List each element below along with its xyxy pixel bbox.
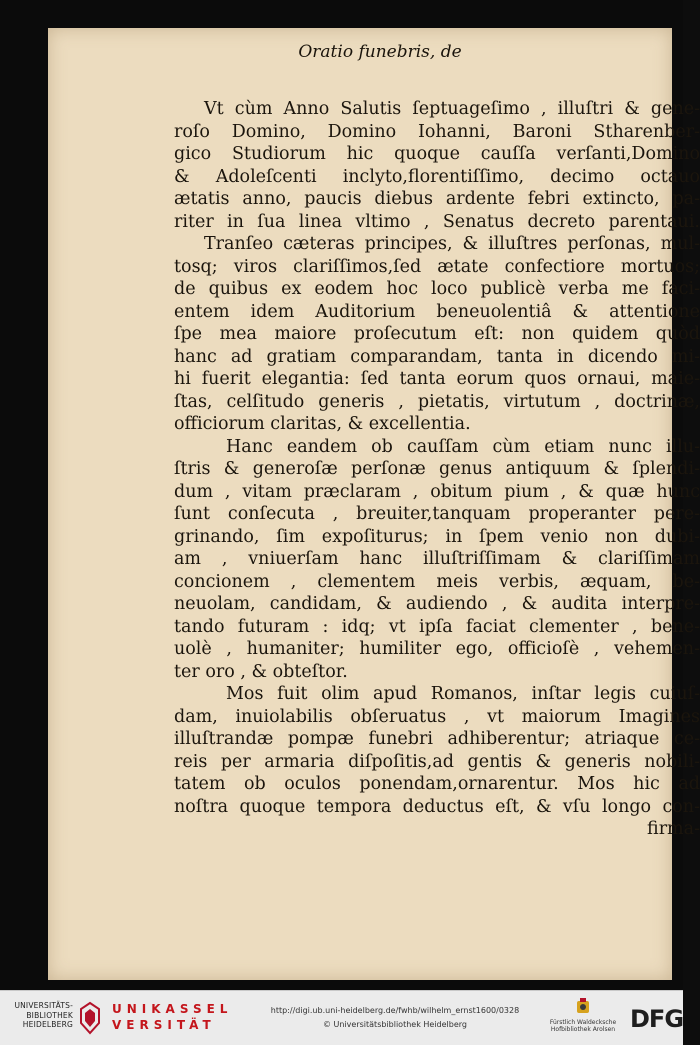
text-line: ſtas, celſitudo generis , pietatis, virtutum , doctrinæ,: [174, 391, 700, 412]
text-line: ter oro , & obteſtor.: [174, 661, 348, 682]
text-line: de quibus ex eodem hoc loco publicè verba me faci-: [174, 279, 700, 299]
unikassel-line-2: VERSITÄT: [112, 1018, 216, 1032]
text-line: roſo Domino, Domino Iohanni, Baroni Stharenber-: [174, 121, 700, 142]
text-line: Vt cùm Anno Salutis ſeptuageſimo , illuſtri & gene-: [204, 99, 700, 119]
text-line: dam, inuiolabilis obſeruatus , vt maiorum Imagines: [174, 706, 700, 727]
text-line: hanc ad gratiam comparandam, tanta in dicendo mi-: [174, 346, 700, 367]
footer-bar: [0, 990, 683, 1045]
text-line: am , vniuerſam hanc illuſtriſſimam & clariſſimam: [174, 549, 700, 569]
text-line: illuſtrandæ pompæ funebri adhiberentur; atriaque ce-: [174, 729, 700, 749]
text-line: uolè , humaniter; humiliter ego, officioſè , vehemen-: [174, 639, 700, 659]
text-line: grinando, ſim expoſiturus; in ſpem venio non dubi-: [174, 526, 700, 547]
unikassel-logo[interactable]: [112, 1001, 242, 1033]
text-line: Mos fuit olim apud Romanos, inſtar legis cuiuſ-: [226, 684, 700, 704]
permalink-url[interactable]: http://digi.ub.uni-heidelberg.de/fwhb/wilhelm_ernst1600/0328: [270, 1006, 520, 1015]
ub-heidelberg-logo[interactable]: [5, 1001, 105, 1037]
text-line: tosq; viros clariſſimos,ſed ætate confectiore mortuos;: [174, 256, 700, 277]
text-line: tando futuram : idq; vt ipſa faciat clementer , bene-: [174, 616, 700, 637]
ub-logo-line-1: UNIVERSITÄTS-: [14, 1001, 73, 1010]
text-line: entem idem Auditorium beneuolentiâ & attentione: [174, 301, 700, 322]
dfg-logo[interactable]: DFG: [630, 1005, 684, 1033]
text-line: dum , vitam præclaram , obitum pium , & quæ hunc: [174, 481, 700, 502]
ub-seal-icon: [77, 1001, 103, 1035]
unikassel-line-1: UNIKASSEL: [112, 1002, 233, 1016]
text-line: ſtris & generoſæ perſonæ genus antiquum & ſplendi-: [174, 459, 700, 479]
ub-logo-line-3: HEIDELBERG: [22, 1020, 73, 1029]
text-line: riter in ſua linea vltimo , Senatus decreto parentaui.: [174, 211, 700, 232]
permalink-box: [250, 1004, 540, 1032]
ub-logo-line-2: BIBLIOTHEK: [26, 1010, 73, 1020]
text-line: noſtra quoque tempora deductus eſt, & vſu longo con-: [174, 796, 700, 817]
scanned-page: [48, 28, 700, 980]
text-line: reis per armaria diſpoſitis,ad gentis & generis nobili-: [174, 751, 700, 772]
text-line: & Adoleſcenti inclyto,florentiſſimo, decimo octauo: [174, 166, 700, 187]
arolsen-line-1: Fürstlich Waldecksche: [549, 1019, 617, 1026]
text-line: ſpe mea maiore proſecutum eſt: non quidem quòd: [174, 324, 700, 344]
arolsen-logo[interactable]: [548, 997, 618, 1033]
text-line: Hanc eandem ob cauſſam cùm etiam nunc illu-: [226, 436, 700, 457]
arolsen-line-2: Hofbibliothek Arolsen: [550, 1026, 616, 1033]
text-line: hi fuerit elegantia: ſed tanta eorum quos ornaui, maie-: [174, 369, 700, 389]
body-text: [174, 98, 700, 841]
coat-of-arms-icon: [575, 997, 591, 1015]
text-line: concionem , clementem meis verbis, æquam, be-: [174, 571, 700, 592]
copyright-text: © Universitätsbibliothek Heidelberg: [322, 1020, 467, 1029]
text-line: ſunt conſecuta , breuiter,tanquam properanter pere-: [174, 504, 700, 524]
text-line: tatem ob oculos ponendam,ornarentur. Mos hic ad: [174, 774, 700, 794]
text-line: neuolam, candidam, & audiendo , & audita interpre-: [174, 594, 700, 614]
text-line: Tranſeo cæteras principes, & illuſtres perſonas, mul-: [204, 234, 700, 254]
running-head: Oratio funebris, de: [298, 42, 462, 62]
text-line: officiorum claritas, & excellentia.: [174, 414, 471, 434]
text-line: gico Studiorum hic quoque cauſſa verſanti,Domino: [174, 144, 700, 164]
text-line: ætatis anno, paucis diebus ardente febri extincto, pa-: [174, 189, 700, 209]
text-line: firma-: [647, 819, 700, 839]
